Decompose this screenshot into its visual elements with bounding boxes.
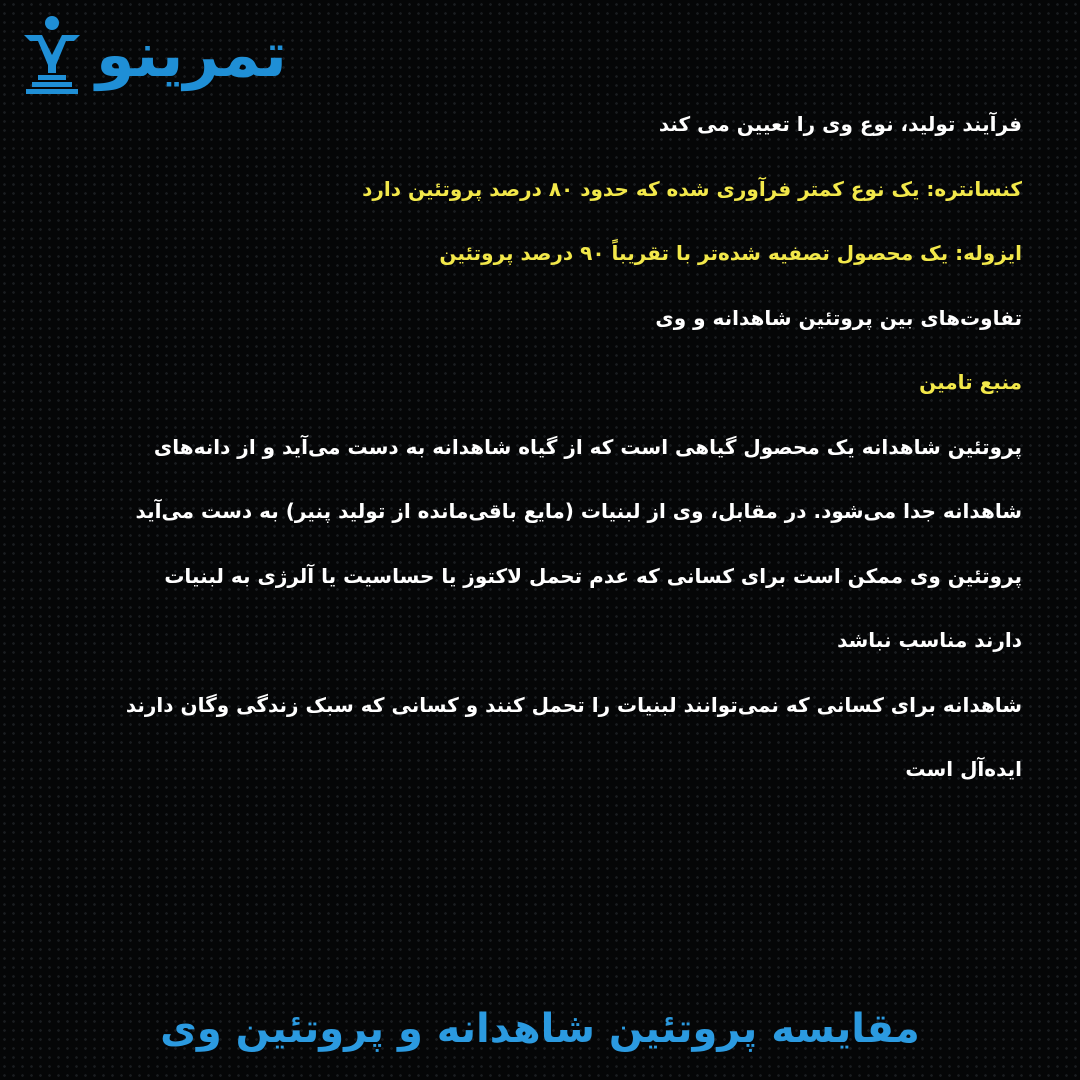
text-line: دارند مناسب نباشد <box>837 628 1022 652</box>
trophy-icon <box>16 13 88 97</box>
text-line: شاهدانه جدا می‌شود. در مقابل، وی از لبنیات (مایع باقی‌مانده از تولید پنیر) به دست می‌آید <box>135 499 1022 523</box>
text-line: پروتئین وی ممکن است برای کسانی که عدم تحمل لاکتوز یا حساسیت یا آلرژی به لبنیات <box>164 563 1022 588</box>
section-heading: منبع تامین <box>919 370 1022 394</box>
brand-name: تمرینو <box>96 18 287 91</box>
highlight-line: ایزوله: یک محصول تصفیه شده‌تر با تقریباً ۹۰ درصد پروتئین <box>439 241 1022 265</box>
text-line: فرآیند تولید، نوع وی را تعیین می کند <box>658 112 1022 136</box>
text-line: ایده‌آل است <box>905 757 1022 781</box>
text-line: پروتئین شاهدانه یک محصول گیاهی است که از گیاه شاهدانه به دست می‌آید و از دانه‌های <box>153 434 1022 459</box>
footer-title: مقایسه پروتئین شاهدانه و پروتئین وی <box>160 1006 920 1052</box>
brand-logo <box>16 10 446 100</box>
article-body <box>42 92 1022 802</box>
text-line: شاهدانه برای کسانی که نمی‌توانند لبنیات را تحمل کنند و کسانی که سبک زندگی وگان دارند <box>125 692 1022 717</box>
highlight-line: کنسانتره: یک نوع کمتر فرآوری شده که حدود ۸۰ درصد پروتئین دارد <box>362 176 1022 201</box>
text-line: تفاوت‌های بین پروتئین شاهدانه و وی <box>655 305 1022 330</box>
